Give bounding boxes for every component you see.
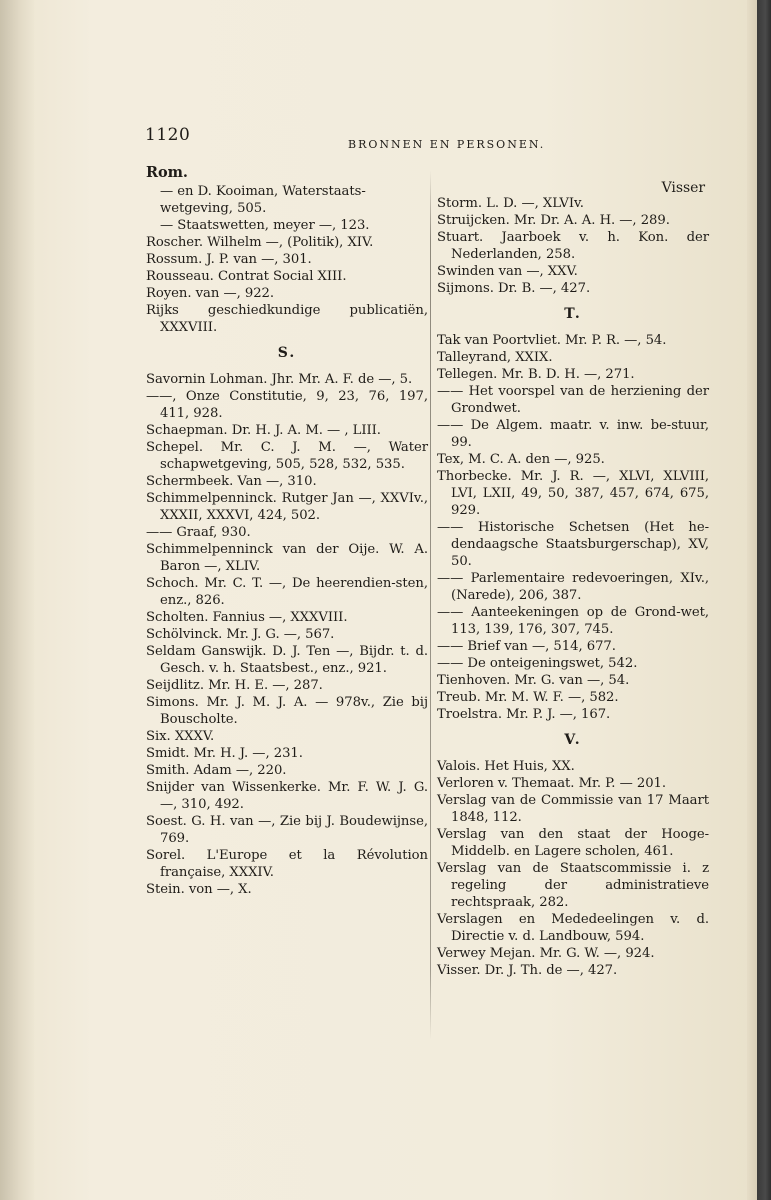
index-entry: — Staatswetten, meyer —, 123. [160,218,370,233]
index-entry: Swinden van —, XXV. [437,264,578,279]
index-entry: Schaepman. Dr. H. J. A. M. — , LIII. [146,423,381,438]
catchword: Visser [661,180,705,196]
index-entry: Royen. van —, 922. [146,286,275,301]
index-entry: Smidt. Mr. H. J. —, 231. [146,746,303,761]
index-entry: Tex, M. C. A. den —, 925. [437,452,605,467]
entry-heading-rom: Rom. [146,164,188,181]
index-entry: Verslagen en Mededeelingen v. d. Directie v. d. Landbouw, 594. [437,912,709,944]
index-entry: Roscher. Wilhelm —, (Politik), XIV. [146,235,374,250]
index-entry: Stuart. Jaarboek v. h. Kon. der Nederlanden, 258. [437,230,709,262]
index-entry: Valois. Het Huis, XX. [437,759,575,774]
index-entry: ——, Onze Constitutie, 9, 23, 76, 197, 411, 928. [146,389,428,421]
index-entry: Savornin Lohman. Jhr. Mr. A. F. de —, 5. [146,372,413,387]
section-letter-v: V. [564,732,582,748]
index-entry: Struijcken. Mr. Dr. A. A. H. —, 289. [437,213,670,228]
index-entry: Simons. Mr. J. M. J. A. — 978v., Zie bij Bouscholte. [146,695,428,727]
index-entry: Treub. Mr. M. W. F. —, 582. [437,690,619,705]
index-entry: Verslag van den staat der Hooge-Middelb. en Lagere scholen, 461. [437,827,709,859]
index-entry: Snijder van Wissenkerke. Mr. F. W. J. G. —, 310, 492. [146,780,428,812]
index-entry: —— Historische Schetsen (Het he-dendaagsche Staatsburgerschap), XV, 50. [437,520,709,569]
index-entry: Seijdlitz. Mr. H. E. —, 287. [146,678,323,693]
index-entry: — en D. Kooiman, Waterstaats-wetgeving, 505. [160,184,366,216]
index-entry: Storm. L. D. —, XLVIv. [437,196,584,211]
index-entry: Talleyrand, XXIX. [437,350,553,365]
index-entry: Schermbeek. Van —, 310. [146,474,317,489]
index-entry: —— Het voorspel van de herziening der Grondwet. [437,384,709,416]
section-letter-t: T. [564,306,582,322]
index-entry: Schimmelpenninck. Rutger Jan —, XXVIv., XXXII, XXXVI, 424, 502. [146,491,428,523]
index-entry: Verloren v. Themaat. Mr. P. — 201. [437,776,667,791]
index-entry: Tak van Poortvliet. Mr. P. R. —, 54. [437,333,667,348]
left-column [146,164,428,898]
scan-border [757,0,771,1200]
index-entry: Six. XXXV. [146,729,215,744]
index-entry: Sijmons. Dr. B. —, 427. [437,281,591,296]
index-entry: Thorbecke. Mr. J. R. —, XLVI, XLVIII, LVI, LXII, 49, 50, 387, 457, 674, 675, 929. [437,469,709,518]
index-entry: —— Graaf, 930. [146,525,251,540]
running-head: BRONNEN EN PERSONEN. [348,138,546,151]
index-entry: Smith. Adam —, 220. [146,763,287,778]
index-entry: Sorel. L'Europe et la Révolution française, XXXIV. [146,848,428,880]
index-entry: Troelstra. Mr. P. J. —, 167. [437,707,611,722]
index-entry: —— Aanteekeningen op de Grond-wet, 113, 139, 176, 307, 745. [437,605,709,637]
index-entry: Scholten. Fannius —, XXXVIII. [146,610,348,625]
index-entry: Schimmelpenninck van der Oije. W. A. Baron —, XLIV. [146,542,428,574]
index-entry: —— De Algem. maatr. v. inw. be-stuur, 99. [437,418,709,450]
index-entry: Rossum. J. P. van —, 301. [146,252,312,267]
index-entry: Schölvinck. Mr. J. G. —, 567. [146,627,335,642]
index-entry: Soest. G. H. van —, Zie bij J. Boudewijnse, 769. [146,814,428,846]
index-entry: Tellegen. Mr. B. D. H. —, 271. [437,367,635,382]
right-column [437,180,709,979]
page-number: 1120 [145,125,191,145]
index-entry: Visser. Dr. J. Th. de —, 427. [437,963,618,978]
index-entry: Tienhoven. Mr. G. van —, 54. [437,673,630,688]
index-entry: Rijks geschiedkundige publicatiën, XXXVIII. [146,303,428,335]
index-entry: Rousseau. Contrat Social XIII. [146,269,347,284]
index-entry: —— Parlementaire redevoeringen, XIv., (Narede), 206, 387. [437,571,709,603]
index-entry: Schoch. Mr. C. T. —, De heerendien-sten, enz., 826. [146,576,428,608]
index-entry: Schepel. Mr. C. J. M. —, Water schapwetgeving, 505, 528, 532, 535. [146,440,428,472]
index-entry: Verwey Mejan. Mr. G. W. —, 924. [437,946,655,961]
page-binding [0,0,34,1200]
index-entry: —— De onteigeningswet, 542. [437,656,638,671]
index-entry: —— Brief van —, 514, 677. [437,639,616,654]
index-entry: Verslag van de Commissie van 17 Maart 1848, 112. [437,793,709,825]
column-divider [430,170,431,1040]
page-edge [747,0,757,1200]
section-letter-s: S. [277,345,297,361]
index-entry: Verslag van de Staatscommissie i. z regeling der administratieve rechtspraak, 282. [437,861,709,910]
index-entry: Seldam Ganswijk. D. J. Ten —, Bijdr. t. d. Gesch. v. h. Staatsbest., enz., 921. [146,644,428,676]
index-entry: Stein. von —, X. [146,882,252,897]
